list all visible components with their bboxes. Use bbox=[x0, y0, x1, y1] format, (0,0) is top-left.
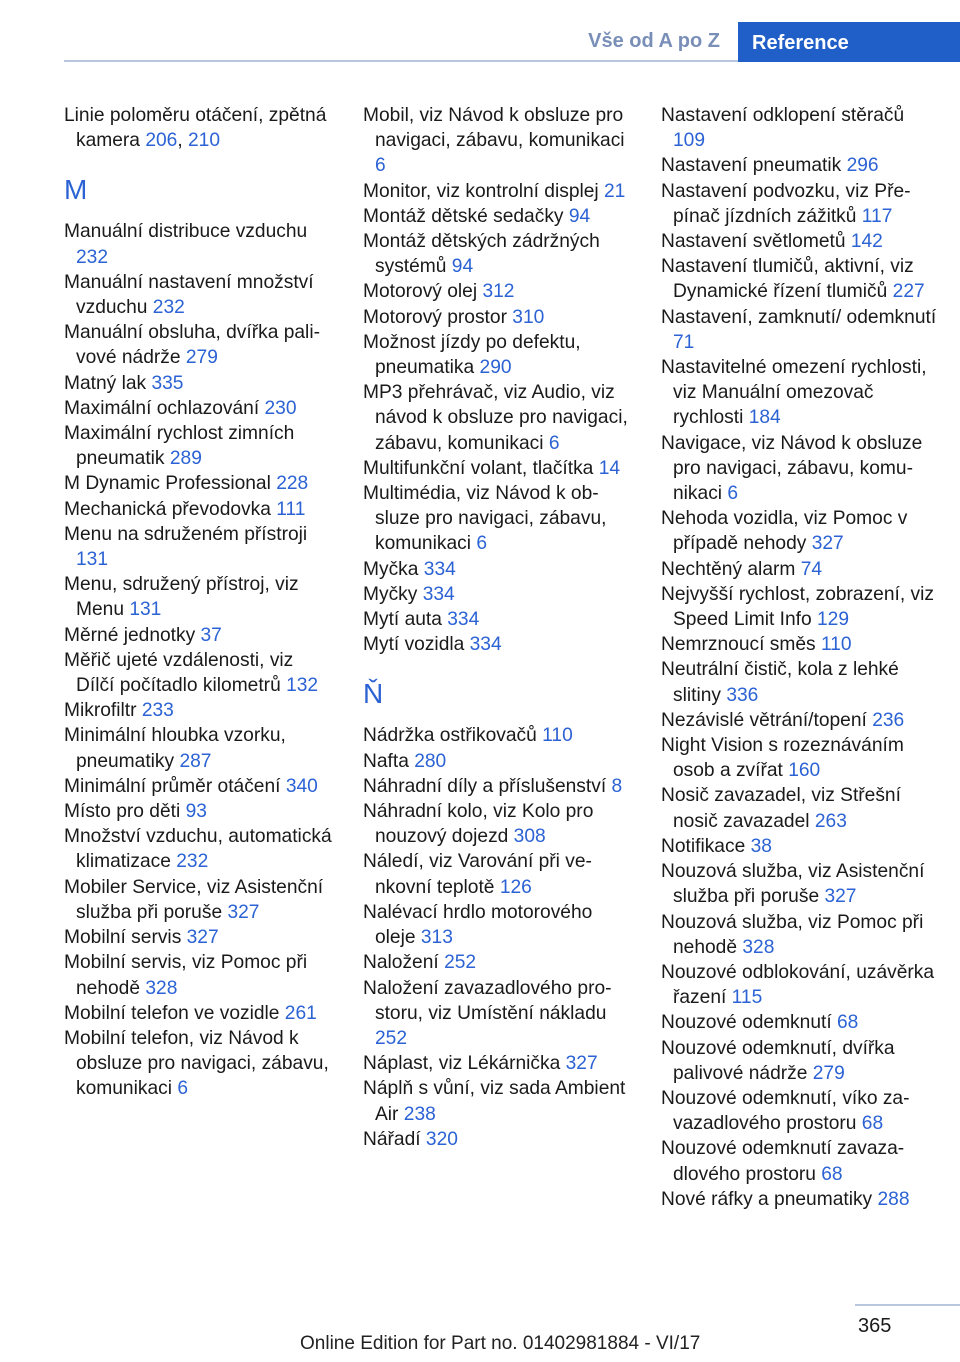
entry-term: Mobiler Service, viz Asistenční služba při poruše bbox=[64, 876, 324, 923]
page-link[interactable]: 74 bbox=[800, 558, 823, 580]
index-column-1 bbox=[64, 103, 336, 1102]
entry-term: Matný lak bbox=[64, 372, 152, 394]
index-entry bbox=[363, 849, 629, 899]
page-link[interactable]: 228 bbox=[276, 473, 309, 495]
entry-term: Množství vzduchu, automatická klimatizace bbox=[64, 826, 332, 873]
entry-term: Nalévací hrdlo motorového oleje bbox=[363, 901, 593, 949]
entry-term: Nádržka ostřikovačů bbox=[363, 725, 543, 747]
index-entry bbox=[363, 330, 629, 380]
page-link[interactable]: 110 bbox=[542, 725, 573, 747]
page-link[interactable]: 132 bbox=[286, 675, 319, 697]
index-entry bbox=[661, 859, 941, 909]
page-link[interactable]: 334 bbox=[469, 634, 502, 656]
entry-term: Naložení bbox=[363, 952, 445, 974]
page-link[interactable]: 252 bbox=[444, 952, 477, 974]
page-link[interactable]: 117 bbox=[861, 205, 893, 227]
page-link[interactable]: 335 bbox=[151, 372, 184, 394]
entry-term: Náledí, viz Varování při venkovní teplotě bbox=[363, 851, 592, 898]
entry-term: Mobilní servis, viz Pomoc při nehodě bbox=[64, 952, 308, 999]
page-link[interactable]: 37 bbox=[200, 624, 222, 646]
entry-term: Mobilní servis bbox=[64, 927, 187, 949]
entry-term: Motorový olej bbox=[363, 281, 483, 303]
page-link[interactable]: 327 bbox=[565, 1053, 598, 1075]
index-entry bbox=[64, 522, 336, 572]
index-entry: Linie poloměru otáčení, zpětná kamera 206, 210 bbox=[64, 105, 327, 152]
index-entry bbox=[363, 976, 629, 1052]
page-link[interactable]: 232 bbox=[76, 246, 109, 268]
index-entry bbox=[64, 421, 336, 471]
page-link[interactable]: 160 bbox=[788, 760, 821, 782]
index-entry bbox=[64, 648, 336, 698]
index-entry bbox=[363, 900, 629, 950]
page-link[interactable]: 233 bbox=[141, 700, 174, 722]
index-entry bbox=[661, 632, 941, 657]
page-link[interactable]: 227 bbox=[892, 281, 925, 303]
page-link[interactable]: 93 bbox=[185, 801, 207, 823]
section-title: Vše od A po Z bbox=[588, 30, 720, 52]
page-link[interactable]: 110 bbox=[820, 634, 852, 656]
entry-term: Náplň s vůní, viz sada Ambient Air bbox=[363, 1078, 626, 1125]
page-link[interactable]: 279 bbox=[185, 347, 218, 369]
entry-term: Místo pro děti bbox=[64, 801, 186, 823]
footer-divider bbox=[855, 1304, 960, 1306]
page-link[interactable]: 131 bbox=[129, 599, 162, 621]
entry-term: Náhradní kolo, viz Kolo pro nouzový dojezd bbox=[363, 801, 594, 848]
index-entry bbox=[363, 305, 629, 330]
entry-term: Myčka bbox=[363, 558, 424, 580]
index-entry bbox=[661, 1086, 941, 1136]
entry-term: Nouzové odemknutí, víko zavazadlového prostoru bbox=[661, 1087, 910, 1135]
page-link[interactable]: 6 bbox=[177, 1078, 188, 1100]
entry-term: Nouzová služba, viz Asistenční služba při poruše bbox=[661, 861, 925, 908]
index-entry bbox=[661, 733, 941, 783]
entry-term: Nastavení světlometů bbox=[661, 231, 851, 253]
index-entry bbox=[64, 799, 336, 824]
page-link[interactable]: 334 bbox=[422, 583, 455, 605]
page-link[interactable]: 334 bbox=[447, 609, 480, 631]
index-entry bbox=[661, 783, 941, 833]
entry-term: Mobilní telefon ve vozidle bbox=[64, 1002, 285, 1024]
page-link[interactable]: 288 bbox=[877, 1188, 910, 1210]
entry-term: Minimální průměr otáčení bbox=[64, 775, 286, 797]
page-link[interactable]: 279 bbox=[812, 1062, 845, 1084]
index-entry bbox=[363, 950, 629, 975]
index-letter-heading: M bbox=[64, 174, 88, 206]
index-entry bbox=[64, 925, 336, 950]
index-entry bbox=[363, 229, 629, 279]
entry-term: Nouzová služba, viz Pomoc při nehodě bbox=[661, 911, 924, 958]
index-entry bbox=[661, 229, 941, 254]
index-entry bbox=[363, 279, 629, 304]
page-link[interactable]: 238 bbox=[403, 1103, 436, 1125]
entry-term: Nezávislé větrání/topení bbox=[661, 709, 873, 731]
entry-term: MP3 přehrávač, viz Audio, viz návod k obsluze pro navigaci, zábavu, komunikaci bbox=[363, 382, 628, 454]
index-entry bbox=[661, 910, 941, 960]
index-entry bbox=[661, 103, 941, 153]
entry-term: Nafta bbox=[363, 750, 415, 772]
index-entry bbox=[363, 582, 629, 607]
entry-term: Nouzové odemknutí, dvířka palivové nádrže bbox=[661, 1037, 895, 1084]
index-entry bbox=[64, 698, 336, 723]
entry-term: Nouzové odemknutí zavazadlového prostoru bbox=[661, 1138, 905, 1185]
page-header bbox=[0, 0, 960, 62]
entry-term: Nastavení odklopení stěračů bbox=[661, 105, 905, 126]
index-entry bbox=[363, 557, 629, 582]
page-link[interactable]: 68 bbox=[861, 1113, 884, 1135]
entry-term: Nechtěný alarm bbox=[661, 558, 801, 580]
page-link[interactable]: 21 bbox=[604, 180, 626, 202]
page-link[interactable]: 115 bbox=[731, 987, 763, 1009]
page-link[interactable]: 290 bbox=[479, 357, 512, 379]
index-entry bbox=[64, 723, 336, 773]
entry-term: Monitor, viz kontrolní displej bbox=[363, 180, 605, 202]
page-link[interactable]: 336 bbox=[726, 684, 759, 706]
entry-term: Nastavení, zamknutí/ odemknutí bbox=[661, 306, 937, 328]
page-link[interactable]: 327 bbox=[811, 533, 844, 555]
header-divider bbox=[64, 60, 738, 62]
entry-term: Menu, sdružený přístroj, viz Menu bbox=[64, 574, 299, 621]
page-link[interactable]: 94 bbox=[568, 205, 591, 227]
page-link[interactable]: 296 bbox=[846, 155, 879, 177]
entry-term: Myčky bbox=[363, 583, 423, 605]
index-entry bbox=[661, 708, 941, 733]
page-link[interactable]: 38 bbox=[750, 835, 772, 857]
page-link[interactable]: 111 bbox=[276, 498, 306, 520]
entry-term: Nastavení tlumičů, aktivní, viz Dynamické řízení tlumičů bbox=[661, 256, 914, 303]
page-link[interactable]: 313 bbox=[420, 927, 453, 949]
entry-term: Mobilní telefon, viz Návod k obsluze pro navigaci, zábavu, komunikaci bbox=[64, 1027, 329, 1100]
entry-term: Mytí auta bbox=[363, 609, 448, 631]
index-entry bbox=[64, 497, 336, 522]
index-entry bbox=[363, 632, 629, 657]
index-entry bbox=[64, 219, 336, 269]
index-entry bbox=[363, 456, 629, 481]
index-entry bbox=[661, 254, 941, 304]
index-entry bbox=[661, 153, 941, 178]
index-entry bbox=[363, 799, 629, 849]
entry-term: Notifikace bbox=[661, 835, 751, 857]
page-link[interactable]: 327 bbox=[186, 927, 219, 949]
entry-term: Mobil, viz Návod k obsluze pro navigaci, zábavu, komunikaci bbox=[363, 105, 625, 152]
index-entry bbox=[363, 749, 629, 774]
page-link[interactable]: 236 bbox=[872, 709, 905, 731]
page-link[interactable]: 310 bbox=[512, 306, 545, 328]
entry-term: M Dynamic Professional bbox=[64, 473, 277, 495]
entry-term: Nastavení podvozku, viz Přepínač jízdních zážitků bbox=[661, 180, 911, 227]
page-link[interactable]: 328 bbox=[742, 936, 775, 958]
index-entry bbox=[363, 1051, 629, 1076]
index-entry bbox=[64, 270, 336, 320]
index-entry bbox=[363, 1076, 629, 1126]
page-link[interactable]: 340 bbox=[285, 775, 318, 797]
entry-term: Manuální nastavení množství vzduchu bbox=[64, 271, 314, 319]
index-entry bbox=[661, 305, 941, 355]
entry-term: Multimédia, viz Návod k obsluze pro navigaci, zábavu, komunikaci bbox=[363, 483, 607, 555]
entry-term: Nové ráfky a pneumatiky bbox=[661, 1188, 878, 1210]
page-link[interactable]: 109 bbox=[673, 130, 706, 152]
entry-term: Night Vision s rozeznáváním osob a zvířat bbox=[661, 735, 904, 782]
index-entry bbox=[363, 1127, 629, 1152]
index-entry bbox=[64, 572, 336, 622]
index-entry bbox=[661, 355, 941, 431]
entry-term: Minimální hloubka vzorku, pneumatiky bbox=[64, 725, 286, 772]
page-link[interactable]: 68 bbox=[821, 1163, 843, 1185]
page-link[interactable]: 210 bbox=[188, 130, 221, 152]
page-link[interactable]: 328 bbox=[145, 977, 178, 999]
page-link[interactable]: 287 bbox=[179, 750, 212, 772]
index-column-3 bbox=[661, 103, 941, 1212]
index-entry bbox=[363, 179, 629, 204]
entry-term: Nastavitelné omezení rychlosti, viz Manuální omezovač rychlosti bbox=[661, 357, 927, 429]
page-link[interactable]: 68 bbox=[837, 1012, 859, 1034]
page-link[interactable]: 308 bbox=[513, 826, 546, 848]
entry-term: Nejvyšší rychlost, zobrazení, viz Speed Limit Info bbox=[661, 583, 934, 631]
page-link[interactable]: 327 bbox=[227, 901, 260, 923]
page-link[interactable]: 252 bbox=[375, 1027, 408, 1049]
index-entry bbox=[64, 623, 336, 648]
entry-term: Navigace, viz Návod k obsluze pro navigaci, zábavu, komunikaci bbox=[661, 432, 923, 505]
index-entry bbox=[363, 774, 629, 799]
entry-term: Maximální ochlazování bbox=[64, 397, 265, 419]
page-link[interactable]: 280 bbox=[414, 750, 447, 772]
index-entry bbox=[661, 582, 941, 632]
index-entry bbox=[661, 431, 941, 507]
page-link[interactable]: 230 bbox=[264, 397, 297, 419]
entry-term: Náhradní díly a příslušenství bbox=[363, 775, 612, 797]
entry-term: Nehoda vozidla, viz Pomoc v případě nehody bbox=[661, 508, 908, 555]
page-link[interactable]: 320 bbox=[425, 1128, 458, 1150]
entry-term: Multifunkční volant, tlačítka bbox=[363, 457, 599, 479]
edition-note: Online Edition for Part no. 01402981884 - VI/17 bbox=[300, 1333, 701, 1354]
entry-term: Manuální distribuce vzduchu bbox=[64, 221, 308, 243]
index-entry bbox=[661, 657, 941, 707]
entry-term: Nářadí bbox=[363, 1128, 426, 1150]
page-link[interactable]: 131 bbox=[76, 549, 109, 571]
index-entry bbox=[64, 1026, 336, 1102]
index-entry bbox=[661, 506, 941, 556]
page-link[interactable]: 312 bbox=[482, 281, 515, 303]
page-number: 365 bbox=[858, 1315, 892, 1337]
index-letter-heading: Ň bbox=[363, 678, 384, 710]
index-entry bbox=[64, 396, 336, 421]
page-link[interactable]: 129 bbox=[817, 609, 850, 631]
page-link[interactable]: 6 bbox=[548, 432, 560, 454]
index-entry bbox=[363, 380, 629, 456]
page-link[interactable]: 6 bbox=[476, 533, 487, 555]
entry-term: Manuální obsluha, dvířka palivové nádrže bbox=[64, 322, 320, 369]
page-link[interactable]: 206 bbox=[145, 130, 178, 152]
index-entry bbox=[64, 824, 336, 874]
entry-term: Nouzové odemknutí bbox=[661, 1012, 837, 1034]
page-link[interactable]: 184 bbox=[748, 407, 781, 429]
index-entry bbox=[363, 204, 629, 229]
entry-term: Nemrznoucí směs bbox=[661, 634, 821, 656]
index-column-2 bbox=[363, 103, 629, 1152]
index-entry bbox=[363, 103, 629, 179]
index-entry bbox=[661, 179, 941, 229]
index-entry bbox=[661, 960, 941, 1010]
page-link[interactable]: 261 bbox=[284, 1002, 317, 1024]
index-entry bbox=[64, 320, 336, 370]
index-entry bbox=[64, 875, 336, 925]
page-link[interactable]: 289 bbox=[169, 448, 202, 470]
page-link[interactable]: 6 bbox=[375, 155, 386, 177]
index-entry bbox=[363, 481, 629, 557]
index-entry bbox=[64, 950, 336, 1000]
page-link[interactable]: 6 bbox=[727, 483, 739, 505]
index-entry bbox=[661, 1136, 941, 1186]
page-link[interactable]: 142 bbox=[850, 231, 883, 253]
entry-term: Nouzové odblokování, uzávěrka řazení bbox=[661, 961, 935, 1009]
page-link[interactable]: 334 bbox=[423, 558, 456, 580]
page-link[interactable]: 71 bbox=[673, 331, 695, 353]
page-link[interactable]: 8 bbox=[611, 775, 623, 797]
index-entry bbox=[661, 557, 941, 582]
page-link[interactable]: 232 bbox=[152, 297, 185, 319]
entry-term: Motorový prostor bbox=[363, 306, 513, 328]
index-entry bbox=[64, 774, 336, 799]
entry-term: Maximální rychlost zimních pneumatik bbox=[64, 423, 295, 470]
index-entry bbox=[64, 371, 336, 396]
page-link[interactable]: 94 bbox=[451, 256, 474, 278]
entry-term: Nosič zavazadel, viz Střešní nosič zavazadel bbox=[661, 785, 901, 832]
index-entry bbox=[363, 723, 629, 748]
index-entry bbox=[64, 471, 336, 496]
entry-term: Měrné jednotky bbox=[64, 624, 201, 646]
entry-term: Možnost jízdy po defektu, pneumatika bbox=[363, 331, 581, 379]
entry-term: Náplast, viz Lékárnička bbox=[363, 1053, 566, 1075]
page-link[interactable]: 126 bbox=[499, 876, 532, 898]
index-entry bbox=[661, 1010, 941, 1035]
page-link[interactable]: 14 bbox=[598, 457, 621, 479]
entry-term: Nastavení pneumatik bbox=[661, 155, 847, 177]
index-entry bbox=[661, 1036, 941, 1086]
entry-term: Naložení zavazadlového prostoru, viz Umístění nákladu bbox=[363, 977, 612, 1024]
page-link[interactable]: 327 bbox=[824, 886, 857, 908]
entry-term: Montáž dětské sedačky bbox=[363, 205, 569, 227]
entry-term: Měřič ujeté vzdálenosti, viz Dílčí počítadlo kilometrů bbox=[64, 649, 294, 697]
entry-term: Mechanická převodovka bbox=[64, 498, 277, 520]
entry-term: Linie poloměru otáčení, zpětná kamera bbox=[64, 105, 327, 152]
index-entry bbox=[661, 1187, 941, 1212]
entry-term: Neutrální čistič, kola z lehké slitiny bbox=[661, 659, 899, 706]
index-entry bbox=[64, 1001, 336, 1026]
reference-tab[interactable]: Reference bbox=[738, 22, 960, 62]
index-entry bbox=[363, 607, 629, 632]
entry-term: Menu na sdruženém přístroji bbox=[64, 523, 308, 545]
entry-term: Mytí vozidla bbox=[363, 634, 470, 656]
entry-term: Mikrofiltr bbox=[64, 700, 142, 722]
page-link[interactable]: 232 bbox=[176, 851, 209, 873]
index-entry bbox=[661, 834, 941, 859]
entry-term: Montáž dětských zádržných systémů bbox=[363, 231, 600, 278]
page-link[interactable]: 263 bbox=[814, 810, 847, 832]
